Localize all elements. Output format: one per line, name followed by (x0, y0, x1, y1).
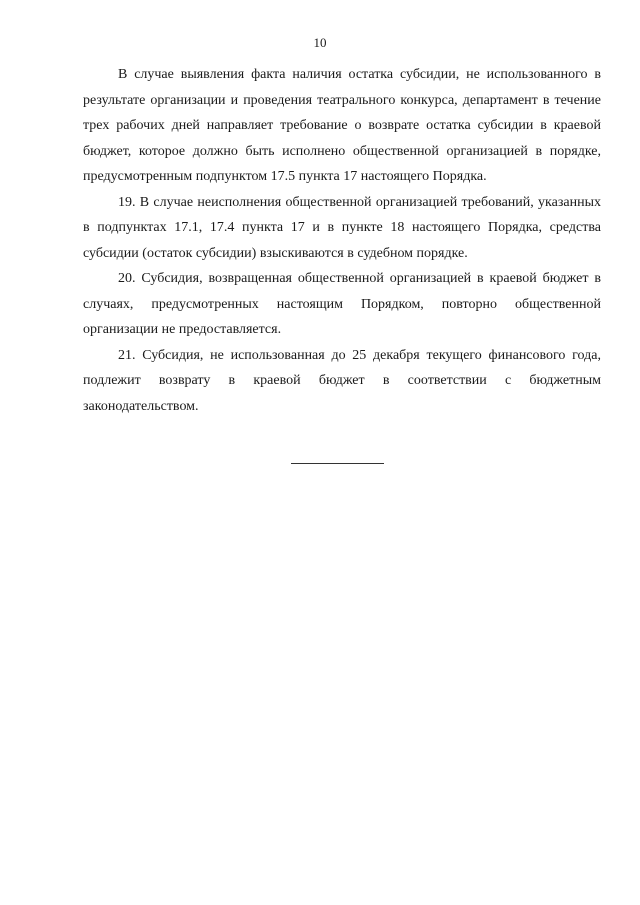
page-number: 10 (313, 35, 327, 50)
paragraph-20: 20. Субсидия, возвращенная общественной организацией в краевой бюджет в случаях, предусмотренных настоящим Порядком, повторно общественной организации не предоставляется. (83, 271, 601, 337)
paragraph-19: 19. В случае неисполнения общественной организацией требований, указанных в подпунктах 17.1, 17.4 пункта 17 и в пункте 18 настоящего Порядка, средства субсидии (остаток субсидии) взыскиваются в судебном порядке. (83, 194, 601, 261)
document-body (83, 62, 601, 419)
paragraph-21: 21. Субсидия, не использованная до 25 декабря текущего финансового года, подлежит возврату в краевой бюджет в соответствии с бюджетным законодательством. (83, 347, 601, 414)
end-separator-line (291, 463, 384, 464)
paragraph-subsidy-remainder: В случае выявления факта наличия остатка субсидии, не использованного в результате организации и проведения театрального конкурса, департамент в течение трех рабочих дней направляет требование о возврате остатка субсидии в краевой бюджет, которое должно быть исполнено общественной организацией в порядке, предусмотренным подпунктом 17.5 пункта 17 настоящего Порядка. (83, 67, 601, 184)
